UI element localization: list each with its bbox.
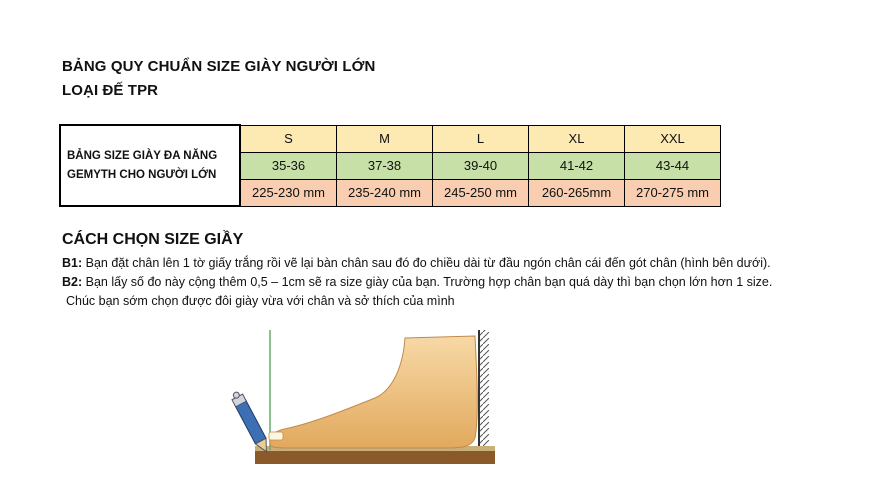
size-row xyxy=(60,125,721,152)
table-row-label xyxy=(60,125,240,206)
eu-size-cell: 41-42 xyxy=(529,152,625,179)
size-cell: L xyxy=(433,125,529,152)
length-cell: 235-240 mm xyxy=(337,179,433,206)
pencil-icon xyxy=(230,390,272,455)
floor-board xyxy=(255,450,495,464)
step1-text xyxy=(62,256,771,270)
step1-label: B1: xyxy=(62,256,83,270)
wall-hatch xyxy=(479,330,489,452)
row-label-line2: GEMYTH CHO NGƯỜI LỚN xyxy=(67,168,217,181)
eu-size-cell: 35-36 xyxy=(240,152,337,179)
length-cell: 245-250 mm xyxy=(433,179,529,206)
step2-body: Bạn lấy số đo này cộng thêm 0,5 – 1cm sẽ ra size giày của bạn. Trường hợp chân bạn quá dày thì bạn chọn lớn hơn 1 size. xyxy=(82,275,773,289)
foot-shape xyxy=(270,336,477,448)
length-cell: 225-230 mm xyxy=(240,179,337,206)
page-title: BẢNG QUY CHUẨN SIZE GIÀY NGƯỜI LỚN xyxy=(62,58,376,75)
eu-size-cell: 43-44 xyxy=(625,152,721,179)
row-label-line1: BẢNG SIZE GIÀY ĐA NĂNG xyxy=(67,149,218,162)
size-table xyxy=(59,124,721,207)
size-cell: S xyxy=(240,125,337,152)
toe-nail xyxy=(269,432,283,440)
length-cell: 260-265mm xyxy=(529,179,625,206)
size-cell: M xyxy=(337,125,433,152)
length-cell: 270-275 mm xyxy=(625,179,721,206)
size-cell: XL xyxy=(529,125,625,152)
closing-text: Chúc bạn sớm chọn được đôi giày vừa với chân và sở thích của mình xyxy=(66,294,455,308)
step2-text xyxy=(62,275,772,289)
step2-label: B2: xyxy=(62,275,83,289)
size-cell: XXL xyxy=(625,125,721,152)
guide-title: CÁCH CHỌN SIZE GIẦY xyxy=(62,231,244,248)
foot-measure-illustration xyxy=(225,326,505,496)
eu-size-cell: 39-40 xyxy=(433,152,529,179)
step1-body: Bạn đặt chân lên 1 tờ giấy trắng rồi vẽ lại bàn chân sau đó đo chiều dài từ đầu ngón chân cái đến gót chân (hình bên dưới). xyxy=(82,256,771,270)
page-subtitle: LOẠI ĐẾ TPR xyxy=(62,82,159,99)
eu-size-cell: 37-38 xyxy=(337,152,433,179)
